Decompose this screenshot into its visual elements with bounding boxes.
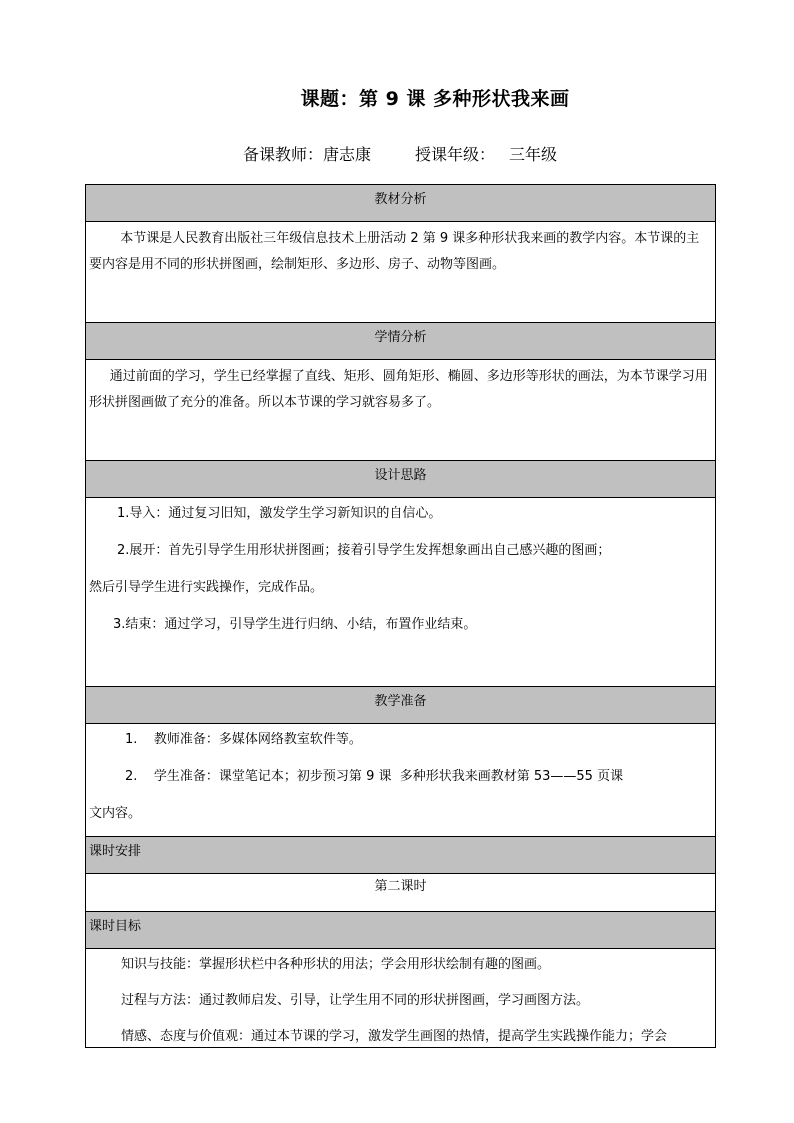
- section-header-students: 学情分析: [86, 323, 715, 360]
- design-line: 然后引导学生进行实践操作，完成作品。: [89, 580, 324, 595]
- section-body-prep: [86, 724, 715, 837]
- section-header-prep: 教学准备: [86, 687, 715, 724]
- section-header-material: 教材分析: [86, 185, 715, 222]
- design-line: 1.导入：通过复习旧知，激发学生学习新知识的自信心。: [117, 506, 442, 521]
- goal-line: 知识与技能：掌握形状栏中各种形状的用法；学会用形状绘制有趣的图画。: [121, 957, 551, 972]
- design-line: 2.展开：首先引导学生用形状拼图画；接着引导学生发挥想象画出自己感兴趣的图画；: [117, 543, 611, 558]
- teacher-name: 唐志康: [323, 145, 372, 164]
- section-header-goals: 课时目标: [86, 912, 715, 949]
- goal-line: 情感、态度与价值观：通过本节课的学习，激发学生画图的热情，提高学生实践操作能力；学会: [121, 1029, 668, 1044]
- prep-line: 文内容。: [89, 806, 142, 821]
- section-header-design: 设计思路: [86, 461, 715, 498]
- lesson-meta: [243, 142, 557, 165]
- prep-line: 2. 学生准备：课堂笔记本；初步预习第 9 课 多种形状我来画教材第 53——55 页课: [125, 769, 624, 784]
- section-body-goals: [86, 949, 715, 1047]
- section-body-material: [86, 222, 715, 323]
- students-text: 通过前面的学习，学生已经掌握了直线、矩形、圆角矩形、椭圆、多边形等形状的画法，为本节课学习用形状拼图画做了充分的准备。所以本节课的学习就容易多了。: [89, 369, 708, 410]
- lesson-plan-table: [85, 184, 716, 1048]
- teacher-label: 备课教师：: [243, 145, 324, 164]
- lesson-title: 课题：第 9 课 多种形状我来画: [300, 88, 570, 110]
- schedule-value: 第二课时: [86, 874, 715, 912]
- grade-value: 三年级: [509, 145, 558, 164]
- section-body-design: [86, 498, 715, 687]
- material-text: 本节课是人民教育出版社三年级信息技术上册活动 2 第 9 课多种形状我来画的教学内容。本节课的主要内容是用不同的形状拼图画，绘制矩形、多边形、房子、动物等图画。: [89, 231, 700, 272]
- section-body-students: [86, 360, 715, 461]
- grade-label: 授课年级：: [415, 145, 496, 164]
- section-header-schedule: 课时安排: [86, 837, 715, 874]
- design-line: 3.结束：通过学习，引导学生进行归纳、小结，布置作业结束。: [113, 617, 477, 632]
- prep-line: 1. 教师准备：多媒体网络教室软件等。: [125, 732, 362, 747]
- goal-line: 过程与方法：通过教师启发、引导，让学生用不同的形状拼图画，学习画图方法。: [121, 993, 590, 1008]
